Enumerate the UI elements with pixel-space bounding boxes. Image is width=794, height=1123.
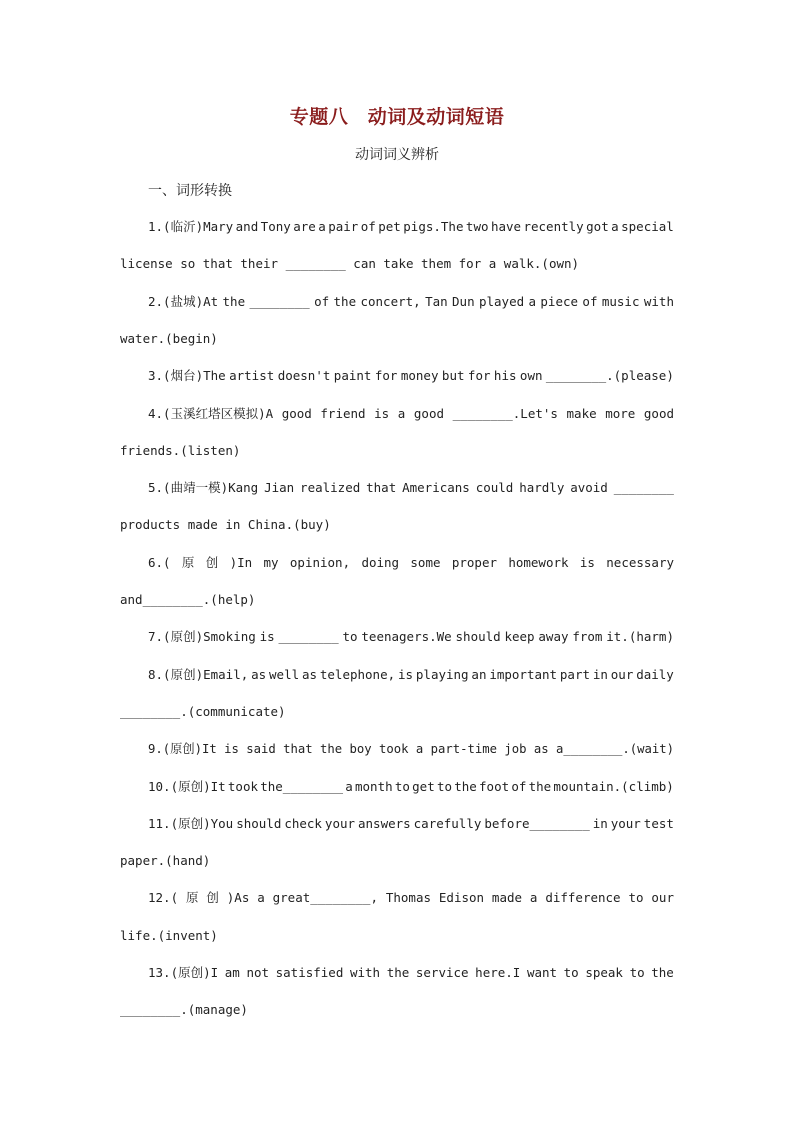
exercise-line: and________.(help) (120, 592, 256, 607)
exercise-line: life.(invent) (120, 928, 218, 943)
exercise-line: 11.(原创)You should check your answers carefully before________ in your test (148, 816, 674, 831)
exercise-line: 8.(原创)Email, as well as telephone, is playing an important part in our daily (148, 667, 674, 682)
exercise-line: 5.(曲靖一模)Kang Jian realized that Americans could hardly avoid ________ (148, 480, 674, 495)
exercise-line: products made in China.(buy) (120, 517, 331, 532)
exercise-line: water.(begin) (120, 331, 218, 346)
exercise-line: friends.(listen) (120, 443, 241, 458)
section-heading: 一、词形转换 (148, 183, 232, 199)
exercise-line: 10.(原创)It took the________ a month to get to the foot of the mountain.(climb) (148, 779, 674, 794)
exercise-line: 4.(玉溪红塔区模拟)A good friend is a good ________.Let's make more good (148, 406, 674, 421)
page-title: 专题八 动词及动词短语 (289, 106, 505, 128)
exercise-line: 13.(原创)I am not satisfied with the service here.I want to speak to the (148, 965, 674, 980)
exercise-line: 2.(盐城)At the ________ of the concert, Tan Dun played a piece of music with (148, 294, 674, 309)
page-subtitle: 动词词义辨析 (355, 147, 439, 163)
exercise-line: 3.(烟台)The artist doesn't paint for money but for his own ________.(please) (148, 368, 674, 383)
exercise-line: 9.(原创)It is said that the boy took a part-time job as a________.(wait) (148, 742, 674, 756)
exercise-line: paper.(hand) (120, 853, 211, 868)
exercise-line: 1.(临沂)Mary and Tony are a pair of pet pigs.The two have recently got a special (148, 219, 674, 234)
exercise-line: license so that their ________ can take them for a walk.(own) (120, 256, 580, 271)
exercise-line: 7.(原创)Smoking is ________ to teenagers.We should keep away from it.(harm) (148, 629, 674, 644)
exercise-line: 6.( 原 创 )In my opinion, doing some proper homework is necessary (148, 555, 674, 570)
exercise-line: ________.(manage) (120, 1002, 248, 1017)
exercise-line: 12.( 原 创 )As a great________, Thomas Edison made a difference to our (148, 890, 674, 905)
exercise-line: ________.(communicate) (120, 704, 286, 719)
